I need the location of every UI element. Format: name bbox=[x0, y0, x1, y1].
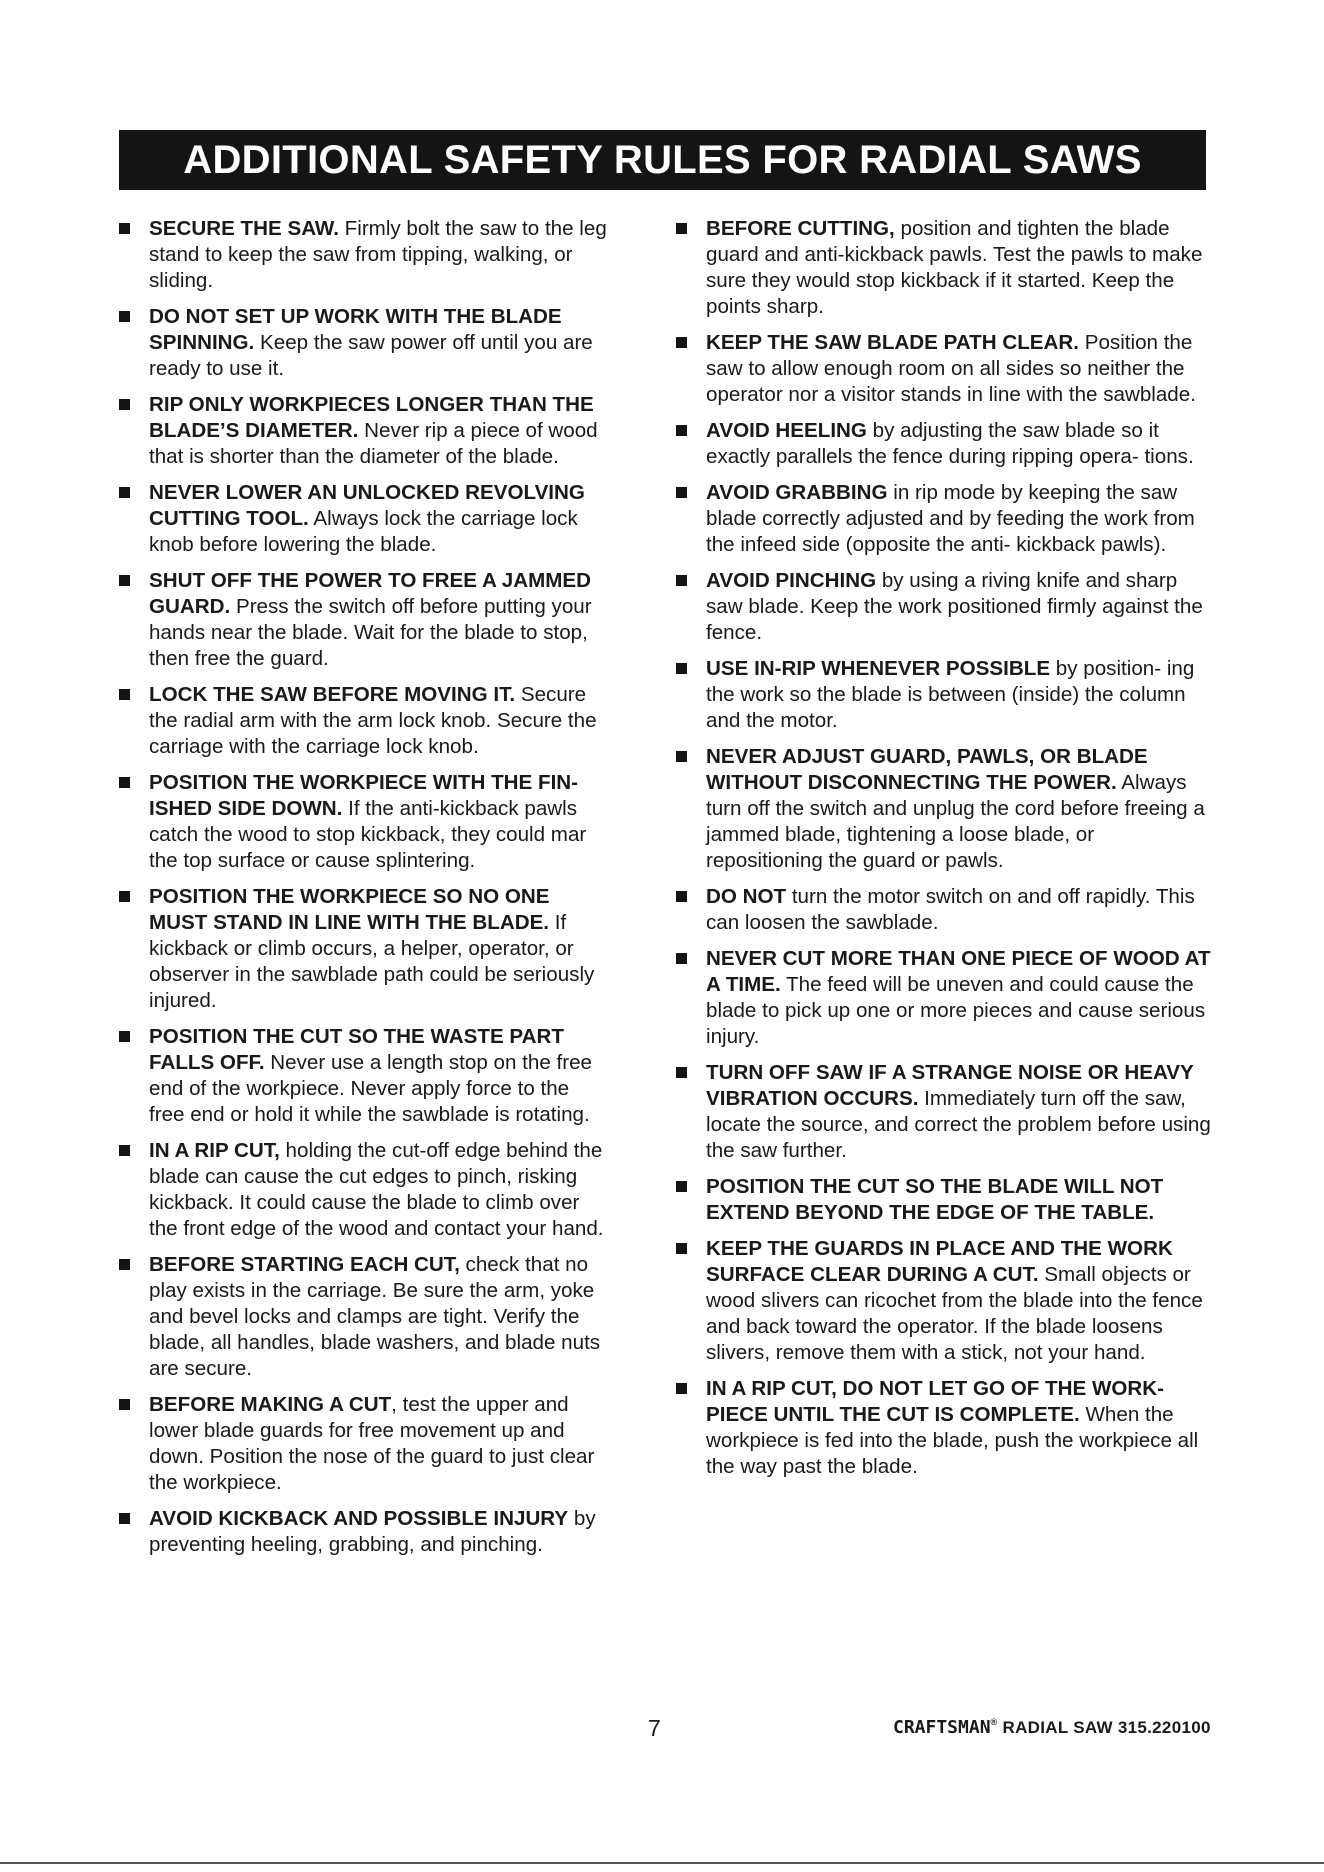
rule-text: by preventing heeling, grabbing, and pinching. bbox=[149, 1507, 596, 1556]
safety-rule bbox=[676, 1236, 1216, 1366]
rule-heading: USE IN-RIP WHENEVER POSSIBLE bbox=[706, 657, 1051, 680]
rule-heading: POSITION THE WORKPIECE WITH THE FIN- ISHED SIDE DOWN. bbox=[149, 771, 579, 820]
square-bullet-icon bbox=[676, 575, 687, 586]
safety-rule bbox=[119, 1024, 609, 1128]
square-bullet-icon bbox=[676, 337, 687, 348]
model-label: RADIAL SAW 315.220100 bbox=[1002, 1718, 1211, 1737]
rule-heading: BEFORE MAKING A CUT bbox=[149, 1393, 392, 1416]
registered-mark: ® bbox=[990, 1717, 998, 1727]
rule-heading: POSITION THE CUT SO THE BLADE WILL NOT EXTEND BEYOND THE EDGE OF THE TABLE. bbox=[706, 1175, 1164, 1224]
square-bullet-icon bbox=[119, 1145, 130, 1156]
square-bullet-icon bbox=[676, 1243, 687, 1254]
right-column bbox=[676, 216, 1216, 1490]
rule-heading: IN A RIP CUT, bbox=[149, 1139, 280, 1162]
safety-rule bbox=[119, 1138, 609, 1242]
safety-rule bbox=[119, 304, 609, 382]
square-bullet-icon bbox=[119, 575, 130, 586]
safety-rule bbox=[676, 656, 1216, 734]
rule-heading: BEFORE CUTTING, bbox=[706, 217, 895, 240]
square-bullet-icon bbox=[119, 1259, 130, 1270]
safety-rule bbox=[676, 568, 1216, 646]
rule-heading: LOCK THE SAW BEFORE MOVING IT. bbox=[149, 683, 516, 706]
square-bullet-icon bbox=[119, 487, 130, 498]
rule-heading: DO NOT bbox=[706, 885, 787, 908]
rule-text: Always turn off the switch and unplug the cord before freeing a jammed blade, tightening a loose blade, or repositioning the guard or pawls. bbox=[706, 771, 1205, 872]
rule-text: When the workpiece is fed into the blade, push the workpiece all the way past the blade. bbox=[706, 1403, 1199, 1478]
square-bullet-icon bbox=[676, 1383, 687, 1394]
square-bullet-icon bbox=[676, 663, 687, 674]
rule-text: Keep the saw power off until you are ready to use it. bbox=[149, 331, 593, 380]
rule-heading: DO NOT SET UP WORK WITH THE BLADE SPINNING. bbox=[149, 305, 562, 354]
square-bullet-icon bbox=[676, 223, 687, 234]
square-bullet-icon bbox=[119, 891, 130, 902]
rule-text: Firmly bolt the saw to the leg stand to keep the saw from tipping, walking, or sliding. bbox=[149, 217, 607, 292]
safety-rule bbox=[676, 1060, 1216, 1164]
rule-text: holding the cut-off edge behind the blade can cause the cut edges to pinch, risking kickback. It could cause the blade to climb over the front edge of the wood and contact your hand. bbox=[149, 1139, 604, 1240]
rule-heading: AVOID HEELING bbox=[706, 419, 867, 442]
bottom-rule bbox=[0, 1862, 1324, 1864]
safety-rule bbox=[119, 770, 609, 874]
safety-rule bbox=[676, 480, 1216, 558]
square-bullet-icon bbox=[676, 891, 687, 902]
safety-rule bbox=[676, 418, 1216, 470]
rule-text: by position- ing the work so the blade is between (inside) the column and the motor. bbox=[706, 657, 1195, 732]
rule-text: If the anti-kickback pawls catch the wood to stop kickback, they could mar the top surface or cause splintering. bbox=[149, 797, 587, 872]
square-bullet-icon bbox=[676, 1181, 687, 1192]
safety-rule bbox=[119, 392, 609, 470]
rule-text: Press the switch off before putting your hands near the blade. Wait for the blade to stop, then free the guard. bbox=[149, 595, 592, 670]
rule-heading: SHUT OFF THE POWER TO FREE A JAMMED GUARD. bbox=[149, 569, 592, 618]
safety-rule bbox=[119, 682, 609, 760]
rule-heading: BEFORE STARTING EACH CUT, bbox=[149, 1253, 460, 1276]
rule-text: Always lock the carriage lock knob before lowering the blade. bbox=[149, 507, 578, 556]
rule-text: Small objects or wood slivers can ricochet from the blade into the fence and back toward the operator. If the blade loosens slivers, remove them with a stick, not your hand. bbox=[706, 1263, 1203, 1364]
rule-text: , test the upper and lower blade guards for free movement up and down. Position the nose of the guard to just clear the workpiece. bbox=[149, 1393, 595, 1494]
square-bullet-icon bbox=[676, 1067, 687, 1078]
square-bullet-icon bbox=[119, 1031, 130, 1042]
page-title: ADDITIONAL SAFETY RULES FOR RADIAL SAWS bbox=[119, 130, 1206, 190]
square-bullet-icon bbox=[119, 777, 130, 788]
rule-heading: NEVER ADJUST GUARD, PAWLS, OR BLADE WITHOUT DISCONNECTING THE POWER. bbox=[706, 745, 1148, 794]
rule-text: by adjusting the saw blade so it exactly parallels the fence during ripping opera- tions. bbox=[706, 419, 1194, 468]
page-number: 7 bbox=[648, 1715, 661, 1741]
rule-text: Never rip a piece of wood that is shorter than the diameter of the blade. bbox=[149, 419, 598, 468]
safety-rule bbox=[119, 216, 609, 294]
safety-rule bbox=[119, 568, 609, 672]
rule-text: by using a riving knife and sharp saw blade. Keep the work positioned firmly against the fence. bbox=[706, 569, 1203, 644]
rule-heading: AVOID PINCHING bbox=[706, 569, 877, 592]
square-bullet-icon bbox=[119, 1399, 130, 1410]
rule-heading: SECURE THE SAW. bbox=[149, 217, 339, 240]
footer-brand bbox=[893, 1717, 1211, 1738]
safety-rule bbox=[676, 330, 1216, 408]
square-bullet-icon bbox=[119, 1513, 130, 1524]
rule-heading: IN A RIP CUT, DO NOT LET GO OF THE WORK- PIECE UNTIL THE CUT IS COMPLETE. bbox=[706, 1377, 1165, 1426]
rule-text: turn the motor switch on and off rapidly. This can loosen the sawblade. bbox=[706, 885, 1195, 934]
rule-heading: NEVER LOWER AN UNLOCKED REVOLVING CUTTING TOOL. bbox=[149, 481, 585, 530]
rule-text: in rip mode by keeping the saw blade correctly adjusted and by feeding the work from the infeed side (opposite the anti- kickback pawls). bbox=[706, 481, 1195, 556]
rule-heading: KEEP THE SAW BLADE PATH CLEAR. bbox=[706, 331, 1079, 354]
rule-heading: POSITION THE WORKPIECE SO NO ONE MUST STAND IN LINE WITH THE BLADE. bbox=[149, 885, 550, 934]
rule-text: position and tighten the blade guard and anti-kickback pawls. Test the pawls to make sure they would stop kickback if it started. Keep the points sharp. bbox=[706, 217, 1203, 318]
safety-rule bbox=[676, 216, 1216, 320]
rule-text: The feed will be uneven and could cause the blade to pick up one or more pieces and cause serious injury. bbox=[706, 973, 1206, 1048]
rule-heading: NEVER CUT MORE THAN ONE PIECE OF WOOD AT A TIME. bbox=[706, 947, 1211, 996]
rule-heading: AVOID GRABBING bbox=[706, 481, 888, 504]
safety-rule bbox=[676, 946, 1216, 1050]
left-column bbox=[119, 216, 609, 1568]
rule-heading: AVOID KICKBACK AND POSSIBLE INJURY bbox=[149, 1507, 569, 1530]
square-bullet-icon bbox=[119, 689, 130, 700]
safety-rule bbox=[119, 480, 609, 558]
safety-rule bbox=[119, 1506, 609, 1558]
square-bullet-icon bbox=[676, 751, 687, 762]
rule-heading: POSITION THE CUT SO THE WASTE PART FALLS OFF. bbox=[149, 1025, 564, 1074]
rule-text: Secure the radial arm with the arm lock knob. Secure the carriage with the carriage lock knob. bbox=[149, 683, 597, 758]
safety-rule bbox=[676, 884, 1216, 936]
safety-rule bbox=[119, 1392, 609, 1496]
rule-text: If kickback or climb occurs, a helper, operator, or observer in the sawblade path could be seriously injured. bbox=[149, 911, 595, 1012]
safety-rule bbox=[676, 1174, 1216, 1226]
safety-rule bbox=[676, 744, 1216, 874]
square-bullet-icon bbox=[676, 953, 687, 964]
square-bullet-icon bbox=[119, 311, 130, 322]
rule-heading: TURN OFF SAW IF A STRANGE NOISE OR HEAVY VIBRATION OCCURS. bbox=[706, 1061, 1194, 1110]
safety-rule bbox=[119, 884, 609, 1014]
rule-text: Position the saw to allow enough room on all sides so neither the operator nor a visitor stands in line with the sawblade. bbox=[706, 331, 1196, 406]
safety-rule bbox=[119, 1252, 609, 1382]
square-bullet-icon bbox=[119, 223, 130, 234]
safety-rule bbox=[676, 1376, 1216, 1480]
square-bullet-icon bbox=[676, 487, 687, 498]
rule-text: Immediately turn off the saw, locate the source, and correct the problem before using the saw further. bbox=[706, 1087, 1211, 1162]
rule-text: Never use a length stop on the free end of the workpiece. Never apply force to the free end or hold it while the sawblade is rotating. bbox=[149, 1051, 592, 1126]
rule-heading: KEEP THE GUARDS IN PLACE AND THE WORK SURFACE CLEAR DURING A CUT. bbox=[706, 1237, 1173, 1286]
square-bullet-icon bbox=[119, 399, 130, 410]
craftsman-logo: CRAFTSMAN bbox=[893, 1717, 991, 1738]
square-bullet-icon bbox=[676, 425, 687, 436]
rule-heading: RIP ONLY WORKPIECES LONGER THAN THE BLADE’S DIAMETER. bbox=[149, 393, 594, 442]
rule-text: check that no play exists in the carriage. Be sure the arm, yoke and bevel locks and clamps are tight. Verify the blade, all handles, blade washers, and blade nuts are secure. bbox=[149, 1253, 601, 1380]
